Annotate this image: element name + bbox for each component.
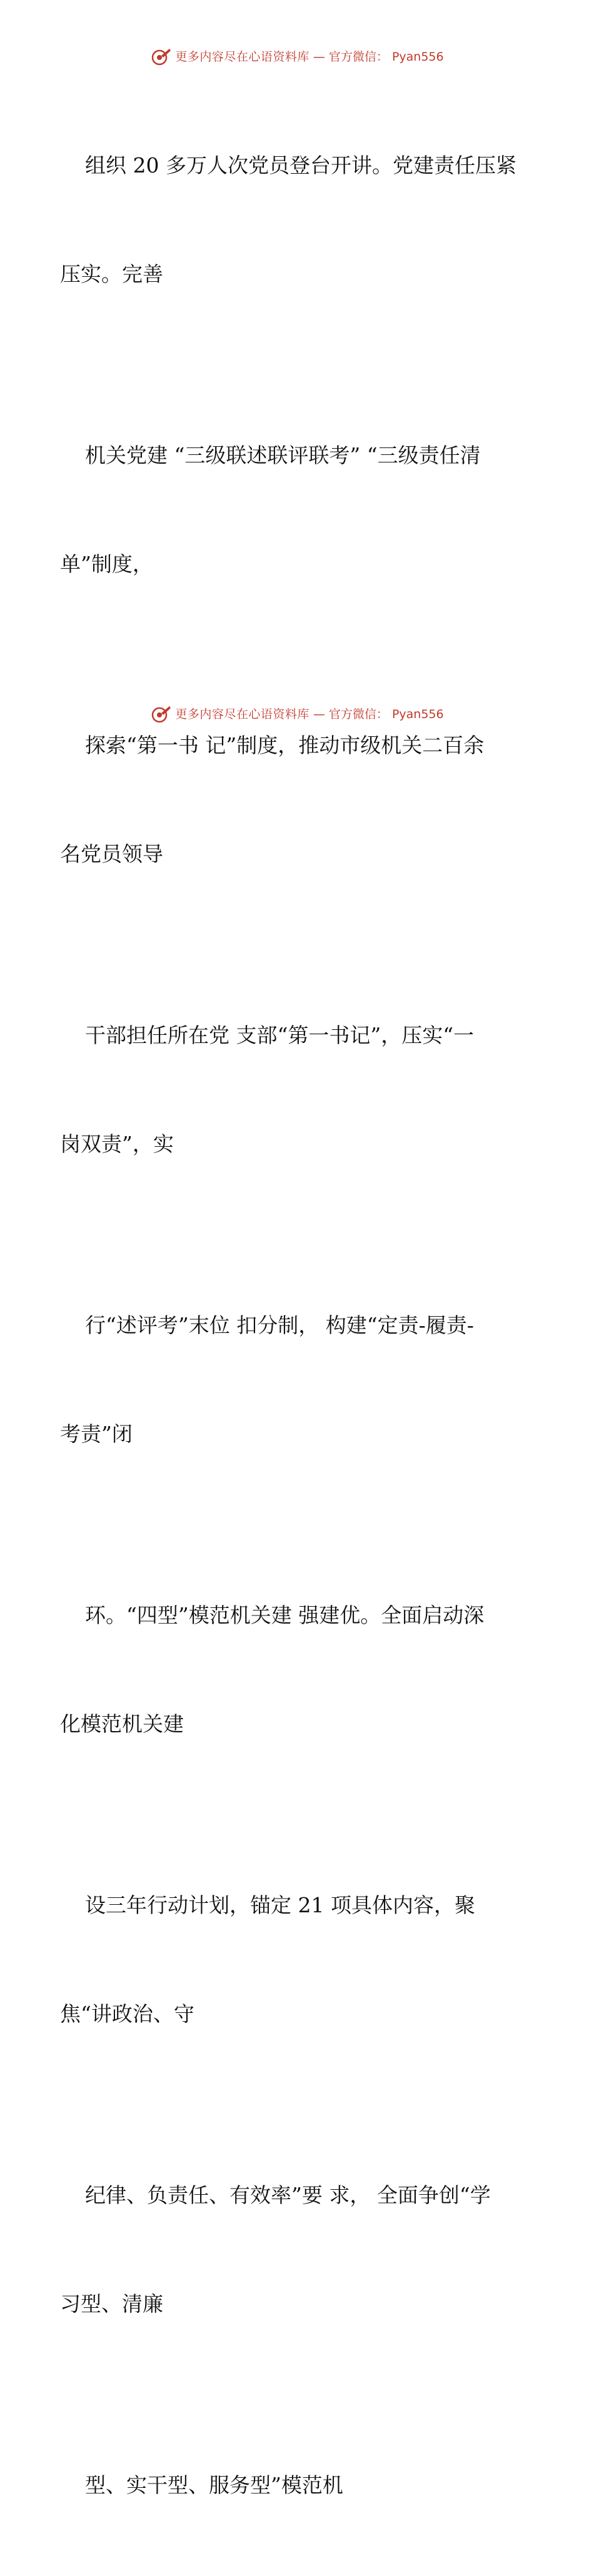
watermark-official-label: 官方微信： bbox=[328, 50, 388, 64]
paragraph-line: 干部担任所在党 支部“第一书记”，压实“一 bbox=[85, 1023, 475, 1047]
paragraph-line: 组织 20 多万人次党员登台开讲。党建责任压紧 bbox=[85, 153, 516, 177]
watermark-account: Pyan556 bbox=[391, 707, 444, 721]
pen-circle-logo-icon bbox=[150, 47, 171, 66]
pen-circle-logo-icon bbox=[150, 705, 171, 724]
paragraph-2 bbox=[60, 365, 554, 655]
paragraph-8 bbox=[60, 2105, 554, 2395]
paragraph-line: 焦“讲政治、守 bbox=[60, 2002, 194, 2026]
paragraph-9 bbox=[60, 2395, 554, 2576]
watermark-text: 更多内容尽在心语资料库 bbox=[175, 707, 310, 721]
paragraph-line: 岗双责”，实 bbox=[60, 1132, 174, 1156]
paragraph-4 bbox=[60, 945, 554, 1235]
paragraph-line: 设三年行动计划，锚定 21 项具体内容，聚 bbox=[85, 1893, 475, 1917]
watermark-dash: — bbox=[313, 707, 325, 721]
watermark-text: 更多内容尽在心语资料库 bbox=[175, 50, 310, 64]
watermark-official-label: 官方微信： bbox=[328, 707, 388, 721]
paragraph-line: 化模范机关建 bbox=[60, 1712, 184, 1736]
paragraph-line: 机关党建 “三级联述联评联考” “三级责任清 bbox=[85, 443, 481, 467]
paragraph-5 bbox=[60, 1235, 554, 1525]
paragraph-line: 探索“第一书 记”制度，推动市级机关二百余 bbox=[85, 733, 485, 757]
document-body bbox=[60, 75, 554, 2576]
paragraph-3 bbox=[60, 655, 554, 945]
paragraph-line: 习型、清廉 bbox=[60, 2292, 163, 2316]
paragraph-7 bbox=[60, 1815, 554, 2105]
watermark-dash: — bbox=[313, 50, 325, 64]
paragraph-line: 纪律、负责任、有效率”要 求， 全面争创“学 bbox=[85, 2183, 491, 2207]
paragraph-line: 压实。完善 bbox=[60, 262, 163, 286]
paragraph-line: 型、实干型、服务型”模范机 bbox=[85, 2473, 343, 2497]
paragraph-1 bbox=[60, 75, 554, 365]
footer-watermark bbox=[0, 705, 594, 724]
header-watermark bbox=[0, 47, 594, 66]
paragraph-line: 名党员领导 bbox=[60, 842, 163, 866]
watermark-account: Pyan556 bbox=[391, 50, 444, 64]
paragraph-6 bbox=[60, 1525, 554, 1815]
paragraph-line: 考责”闭 bbox=[60, 1422, 133, 1446]
paragraph-line: 行“述评考”末位 扣分制， 构建“定责-履责- bbox=[85, 1313, 474, 1337]
paragraph-line: 单”制度， bbox=[60, 552, 153, 576]
paragraph-line: 环。“四型”模范机关建 强建优。全面启动深 bbox=[85, 1603, 485, 1627]
